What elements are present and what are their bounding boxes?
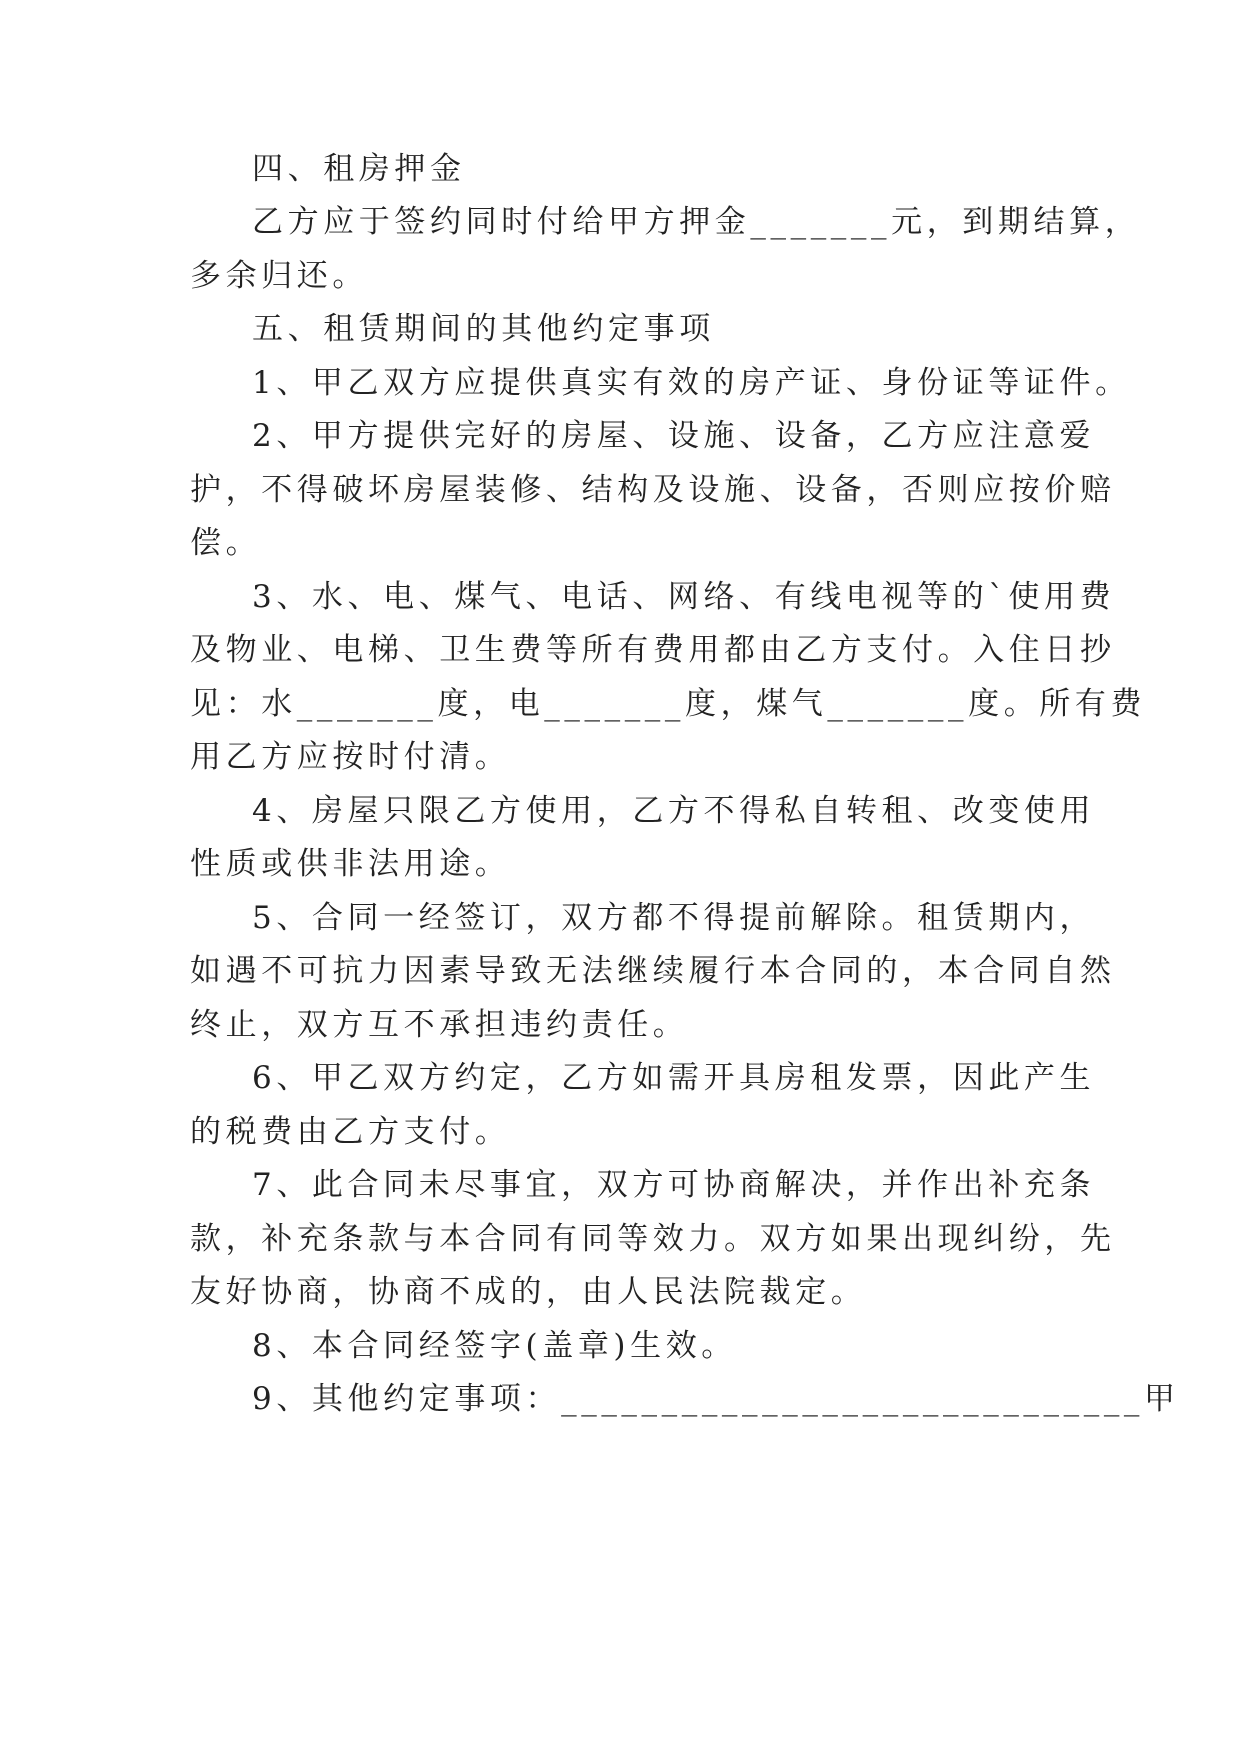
paragraph-line: 4、房屋只限乙方使用，乙方不得私自转租、改变使用 (252, 793, 1096, 829)
paragraph-line: 如遇不可抗力因素导致无法继续履行本合同的，本合同自然 (190, 953, 1116, 989)
paragraph-line: 用乙方应按时付清。 (190, 739, 511, 775)
paragraph-line: 2、甲方提供完好的房屋、设施、设备，乙方应注意爱 (252, 418, 1096, 454)
paragraph-line: 9、其他约定事项：_____________________________甲 (252, 1381, 1180, 1417)
paragraph-line: 7、此合同未尽事宜，双方可协商解决，并作出补充条 (252, 1167, 1096, 1203)
section-heading-other-terms: 五、租赁期间的其他约定事项 (252, 311, 715, 347)
paragraph-line: 款，补充条款与本合同有同等效力。双方如果出现纠纷，先 (190, 1221, 1116, 1257)
paragraph-line: 偿。 (190, 525, 262, 561)
paragraph-line: 1、甲乙双方应提供真实有效的房产证、身份证等证件。 (252, 365, 1131, 401)
paragraph-line: 乙方应于签约同时付给甲方押金_______元，到期结算， (252, 204, 1141, 240)
paragraph-line: 8、本合同经签字(盖章)生效。 (252, 1328, 737, 1364)
paragraph-line: 多余归还。 (190, 258, 368, 294)
paragraph-line: 5、合同一经签订，双方都不得提前解除。租赁期内， (252, 900, 1096, 936)
paragraph-line: 护，不得破坏房屋装修、结构及设施、设备，否则应按价赔 (190, 472, 1116, 508)
paragraph-line: 3、水、电、煤气、电话、网络、有线电视等的`使用费 (252, 579, 1116, 615)
paragraph-line: 6、甲乙双方约定，乙方如需开具房租发票，因此产生 (252, 1060, 1096, 1096)
paragraph-line: 见：水_______度，电_______度，煤气_______度。所有费 (190, 686, 1147, 722)
paragraph-line: 终止，双方互不承担违约责任。 (190, 1007, 689, 1043)
paragraph-line: 性质或供非法用途。 (190, 846, 511, 882)
paragraph-line: 及物业、电梯、卫生费等所有费用都由乙方支付。入住日抄 (190, 632, 1116, 668)
section-heading-deposit: 四、租房押金 (252, 151, 466, 187)
paragraph-line: 友好协商，协商不成的，由人民法院裁定。 (190, 1274, 867, 1310)
paragraph-line: 的税费由乙方支付。 (190, 1114, 511, 1150)
